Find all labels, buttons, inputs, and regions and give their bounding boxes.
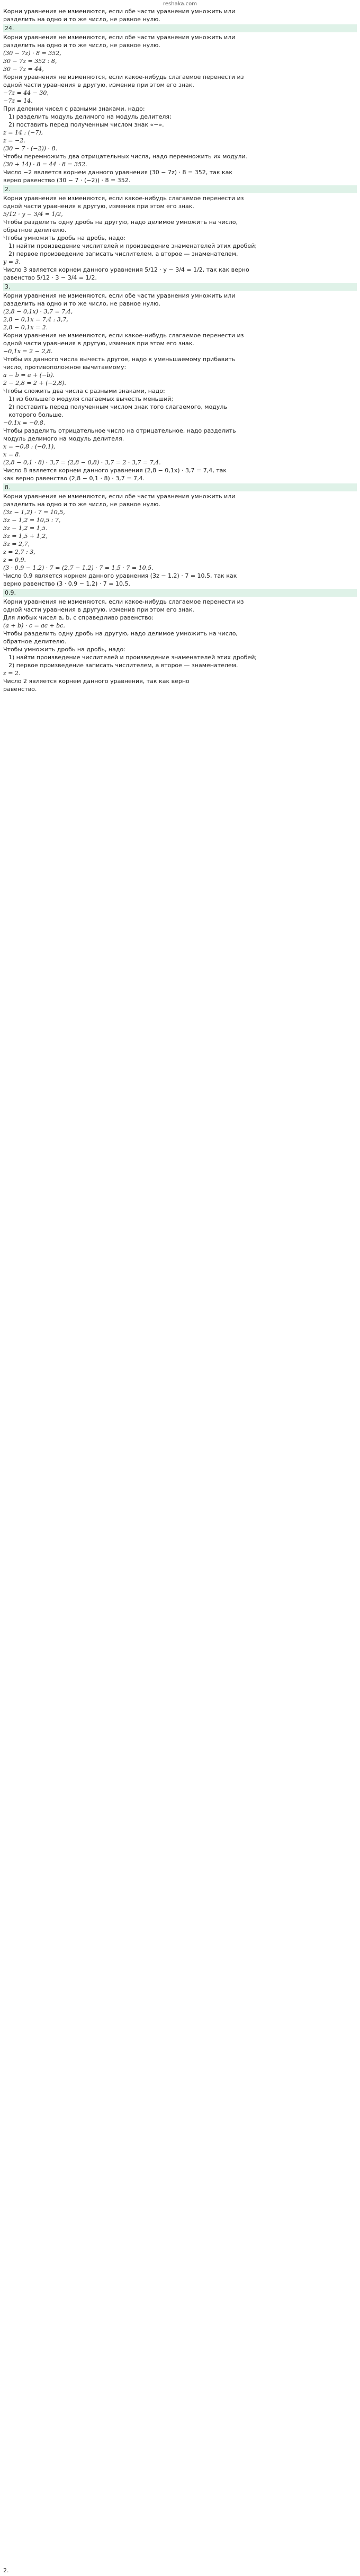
- text-line: верно равенство (3 · 0,9 − 1,2) · 7 = 10,5.: [3, 580, 130, 587]
- answer-number: 8.: [3, 483, 357, 491]
- next-answer-number: 2.: [3, 2567, 9, 2574]
- text-line: обратное делителю.: [3, 638, 67, 645]
- text-line: Корни уравнения не изменяются, если какое-нибудь слагаемое перенести из: [3, 74, 244, 80]
- math-line: 3z − 1,2 = 10,5 : 7,: [3, 517, 61, 524]
- text-line: Число −2 является корнем данного уравнения (30 − 7z) · 8 = 352, так как: [3, 169, 233, 176]
- math-line: (30 + 14) · 8 = 44 · 8 = 352.: [3, 161, 87, 168]
- text-line: как верно равенство (2,8 − 0,1 · 8) · 3,7 = 7,4.: [3, 475, 145, 482]
- text-line: Чтобы из данного числа вычесть другое, надо к уменьшаемому прибавить: [3, 356, 236, 363]
- list-item: 2) поставить перед полученным числом знак того слагаемого, модуль: [8, 403, 227, 410]
- math-line: z = 2,7 : 3,: [3, 549, 35, 555]
- text-line: разделить на одно и то же число, не равное нулю.: [3, 300, 160, 307]
- math-line: 5/12 · y − 3/4 = 1/2,: [3, 211, 63, 218]
- text-line: Корни уравнения не изменяются, если обе части уравнения умножить или: [3, 292, 236, 299]
- list-item: которого больше.: [8, 411, 64, 418]
- answer-number: 3.: [3, 283, 357, 291]
- text-line: одной части уравнения в другую, изменив при этом его знак.: [3, 340, 194, 347]
- math-line: z = 14 : (−7),: [3, 129, 43, 136]
- answer-number: 2.: [3, 185, 357, 193]
- answer-number: 24.: [3, 24, 357, 32]
- text-line: Чтобы умножить дробь на дробь, надо:: [3, 646, 125, 653]
- text-line: разделить на одно и то же число, не равное нулю.: [3, 501, 160, 508]
- site-header: reshaka.com: [163, 1, 197, 7]
- text-line: Корни уравнения не изменяются, если обе части уравнения умножить или: [3, 493, 236, 500]
- list-item: 1) найти произведение числителей и произведение знаменателей этих дробей;: [8, 654, 257, 661]
- text-line: Число 2 является корнем данного уравнения, так как верно: [3, 678, 190, 685]
- math-line: −7z = 44 − 30,: [3, 89, 49, 96]
- text-line: Чтобы разделить одну дробь на другую, надо делимое умножить на число,: [3, 219, 238, 226]
- math-line: a − b = a + (−b).: [3, 372, 55, 379]
- text-line: Корни уравнения не изменяются, если обе части уравнения умножить или: [3, 34, 236, 41]
- text-line: Корни уравнения не изменяются, если какое-нибудь слагаемое перенести из: [3, 332, 244, 339]
- math-line: (a + b) · c = ac + bc.: [3, 622, 65, 629]
- math-line: 2,8 − 0,1x = 7,4 : 3,7,: [3, 316, 68, 323]
- text-line: Число 3 является корнем данного уравнения 5/12 · y − 3/4 = 1/2, так как верно: [3, 266, 249, 273]
- math-line: y = 3.: [3, 258, 21, 265]
- math-line: 3z − 1,2 = 1,5.: [3, 525, 48, 532]
- math-line: z = −2.: [3, 137, 25, 144]
- text-line: одной части уравнения в другую, изменив при этом его знак.: [3, 606, 194, 613]
- text-line: верно равенство (30 − 7 · (−2)) · 8 = 352.: [3, 177, 131, 184]
- text-line: Чтобы перемножить два отрицательных числа, надо перемножить их модули.: [3, 153, 247, 160]
- text-line: Чтобы умножить дробь на дробь, надо:: [3, 235, 125, 241]
- text-line: равенство 5/12 · 3 − 3/4 = 1/2.: [3, 274, 97, 281]
- math-line: 3z = 2,7,: [3, 541, 30, 547]
- math-line: (3z − 1,2) · 7 = 10,5,: [3, 509, 65, 516]
- text-line: одной части уравнения в другую, изменив при этом его знак.: [3, 203, 194, 210]
- text-line: одной части уравнения в другую, изменив при этом его знак.: [3, 82, 194, 88]
- math-line: −7z = 14.: [3, 97, 33, 104]
- text-line: модуль делимого на модуль делителя.: [3, 435, 124, 442]
- math-line: (3 · 0,9 − 1,2) · 7 = (2,7 − 1,2) · 7 = 1,5 · 7 = 10,5.: [3, 564, 154, 571]
- text-line: Корни уравнения не изменяются, если какое-нибудь слагаемое перенести из: [3, 598, 244, 605]
- list-item: 2) первое произведение записать числителем, а второе — знаменателем.: [8, 662, 238, 669]
- text-line: Чтобы сложить два числа с разными знаками, надо:: [3, 388, 165, 394]
- text-line: При делении чисел с разными знаками, надо:: [3, 105, 145, 112]
- math-line: z = 0,9.: [3, 557, 26, 563]
- math-line: −0,1x = −0,8.: [3, 419, 46, 426]
- math-line: 30 − 7z = 352 : 8,: [3, 58, 57, 65]
- text-line: число, противоположное вычитаемому:: [3, 364, 127, 371]
- solution-document: [3, 7, 357, 693]
- text-line: Корни уравнения не изменяются, если какое-нибудь слагаемое перенести из: [3, 195, 244, 202]
- text-line: Чтобы разделить одну дробь на другую, надо делимое умножить на число,: [3, 630, 238, 637]
- math-line: 2,8 − 0,1x = 2.: [3, 324, 48, 331]
- math-line: x = 8.: [3, 451, 21, 458]
- math-line: 2 − 2,8 = 2 + (−2,8).: [3, 380, 66, 387]
- math-line: (30 − 7z) · 8 = 352,: [3, 50, 61, 57]
- text-line: Для любых чисел a, b, c справедливо равенство:: [3, 614, 154, 621]
- text-line: разделить на одно и то же число, не равное нулю.: [3, 16, 160, 23]
- math-line: 30 − 7z = 44,: [3, 66, 44, 73]
- math-line: 3z = 1,5 + 1,2,: [3, 533, 48, 540]
- list-item: 2) первое произведение записать числителем, а второе — знаменателем.: [8, 250, 238, 257]
- math-line: (2,8 − 0,1x) · 3,7 = 7,4,: [3, 308, 73, 315]
- math-line: (2,8 − 0,1 · 8) · 3,7 = (2,8 − 0,8) · 3,7 = 2 · 3,7 = 7,4.: [3, 459, 161, 466]
- list-item: 1) найти произведение числителей и произведение знаменателей этих дробей;: [8, 243, 257, 249]
- answer-number: 0,9.: [3, 589, 357, 597]
- math-line: z = 2.: [3, 670, 21, 677]
- text-line: Корни уравнения не изменяются, если обе части уравнения умножить или: [3, 8, 236, 15]
- text-line: разделить на одно и то же число, не равное нулю.: [3, 42, 160, 49]
- text-line: обратное делителю.: [3, 227, 67, 234]
- list-item: 1) из большего модуля слагаемых вычесть меньший;: [8, 396, 174, 402]
- math-line: x = −0,8 : (−0,1),: [3, 443, 56, 450]
- list-item: 1) разделить модуль делимого на модуль делителя;: [8, 113, 172, 120]
- text-line: Число 8 является корнем данного уравнения (2,8 − 0,1x) · 3,7 = 7,4, так: [3, 467, 227, 474]
- math-line: (30 − 7 · (−2)) · 8.: [3, 145, 58, 152]
- math-line: −0,1x = 2 − 2,8.: [3, 348, 53, 355]
- text-line: Число 0,9 является корнем данного уравнения (3z − 1,2) · 7 = 10,5, так как: [3, 572, 237, 579]
- text-line: Чтобы разделить отрицательное число на отрицательное, надо разделить: [3, 427, 236, 434]
- list-item: 2) поставить перед полученным числом знак «−».: [8, 121, 164, 128]
- text-line: равенство.: [3, 686, 37, 693]
